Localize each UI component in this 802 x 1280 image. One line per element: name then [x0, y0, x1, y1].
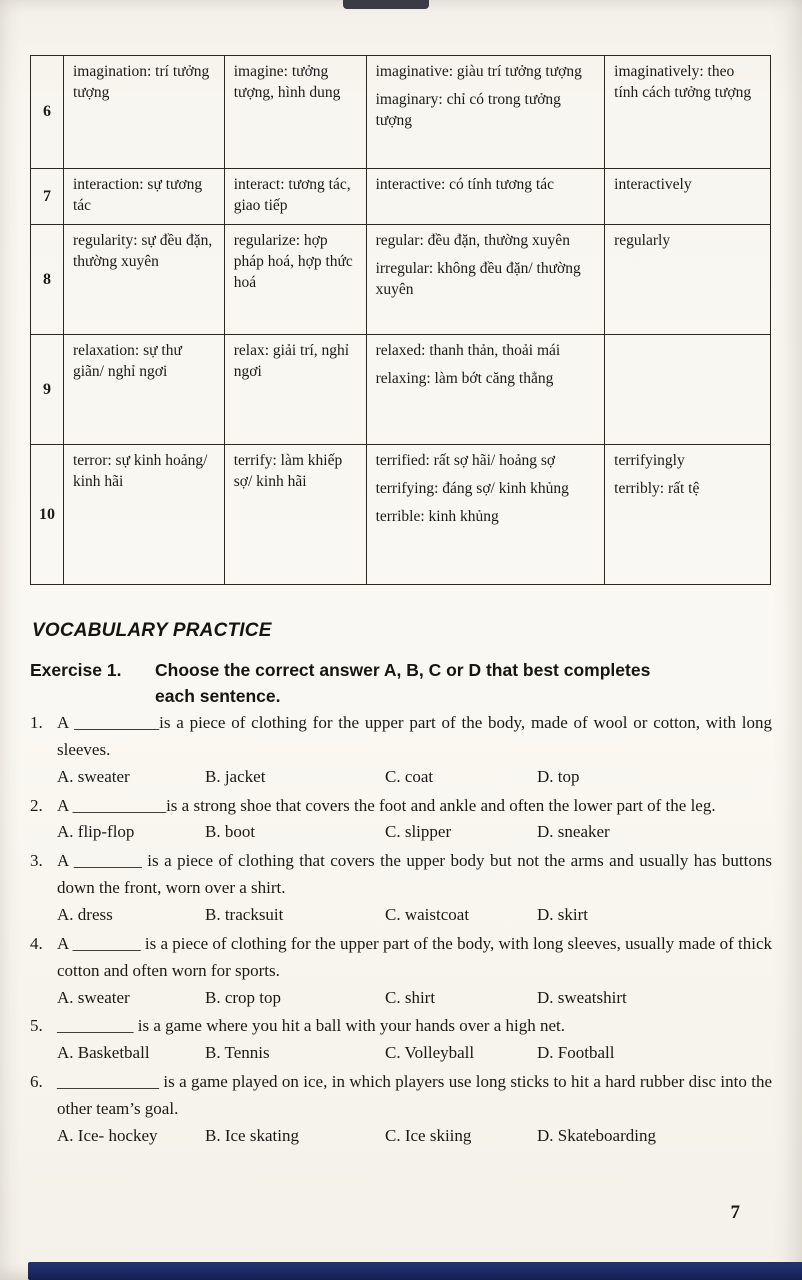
adverb-entry: regularly — [614, 232, 671, 249]
row-number: 6 — [31, 56, 64, 169]
noun-entry: terror: sự kinh hoảng/ kinh hãi — [72, 452, 208, 490]
option-d: D. sweatshirt — [537, 987, 627, 1007]
option-c: C. Ice skiing — [385, 1125, 472, 1145]
exercise-instruction-line1: Choose the correct answer A, B, C or D that best completes — [155, 660, 651, 680]
exercise-instruction-line2: each sentence. — [155, 686, 281, 707]
exercise-header — [30, 657, 772, 710]
question-number: 2. — [30, 795, 43, 815]
question-text: _________ is a game where you hit a ball with your hands over a high net. — [57, 1016, 565, 1036]
adverb-entry: terrifyingly — [614, 452, 685, 469]
option-b: B. crop top — [205, 987, 282, 1007]
question-number: 6. — [30, 1072, 43, 1092]
question-item — [30, 1013, 772, 1069]
table-row — [31, 445, 771, 585]
exercise-label: Exercise 1. — [30, 660, 122, 680]
adverb-cell — [605, 335, 771, 445]
option-d: D. Football — [537, 1043, 615, 1063]
row-number: 7 — [31, 169, 64, 225]
question-body — [57, 1013, 772, 1069]
option-b: B. tracksuit — [205, 905, 284, 925]
verb-entry: terrify: làm khiếp sợ/ kinh hãi — [233, 452, 343, 490]
option-a: A. Basketball — [57, 1043, 150, 1063]
row-number: 10 — [31, 445, 64, 585]
adverb-entry: interactively — [614, 176, 692, 193]
adjective-cell — [366, 169, 605, 225]
verb-cell — [224, 225, 366, 335]
verb-entry: regularize: hợp pháp hoá, hợp thức hoá — [233, 232, 353, 291]
verb-entry: relax: giải trí, nghỉ ngơi — [233, 342, 350, 380]
noun-cell — [63, 56, 224, 169]
adverb-entry: imaginatively: theo tính cách tưởng tượng — [614, 63, 752, 101]
verb-entry: imagine: tưởng tượng, hình dung — [233, 63, 341, 101]
option-a: A. sweater — [57, 987, 130, 1007]
question-list — [30, 710, 772, 1152]
adjective-cell — [366, 445, 605, 585]
verb-cell — [224, 335, 366, 445]
question-item — [30, 1069, 772, 1152]
table-row — [31, 225, 771, 335]
adjective-entry: irregular: không đều đặn/ thường xuyên — [375, 259, 581, 298]
exercise-instruction — [155, 657, 650, 710]
option-d: D. top — [537, 766, 580, 786]
option-a: A. sweater — [57, 766, 130, 786]
question-number: 3. — [30, 851, 43, 871]
options-row — [57, 985, 772, 1012]
section-heading: VOCABULARY PRACTICE — [32, 620, 272, 641]
question-body — [57, 931, 772, 1014]
verb-cell — [224, 169, 366, 225]
adverb-cell — [605, 225, 771, 335]
adverb-cell — [605, 445, 771, 585]
question-text: ____________ is a game played on ice, in which players use long sticks to hit a hard rubber disc into the other team’s goal. — [57, 1072, 772, 1119]
page-number: 7 — [730, 1202, 740, 1223]
noun-cell — [63, 335, 224, 445]
question-body — [57, 848, 772, 931]
options-row — [57, 1123, 772, 1150]
option-a: A. dress — [57, 905, 113, 925]
question-text: A __________is a piece of clothing for the upper part of the body, made of wool or cotton, with long sleeves. — [57, 713, 772, 759]
question-body — [57, 1069, 772, 1152]
adjective-entry: relaxing: làm bớt căng thẳng — [375, 369, 554, 387]
adjective-entry: interactive: có tính tương tác — [375, 176, 555, 193]
noun-cell — [63, 225, 224, 335]
question-item — [30, 848, 772, 931]
question-number: 5. — [30, 1016, 43, 1036]
option-b: B. boot — [205, 822, 256, 842]
option-c: C. Volleyball — [385, 1043, 475, 1063]
adjective-entry: relaxed: thanh thản, thoải mái — [375, 342, 561, 359]
row-number: 9 — [31, 335, 64, 445]
question-text: A ___________is a strong shoe that covers the foot and ankle and often the lower part of the leg. — [57, 795, 716, 815]
question-number: 1. — [30, 713, 43, 732]
noun-cell — [63, 445, 224, 585]
table-row — [31, 56, 771, 169]
table-row — [31, 169, 771, 225]
scan-binding-mark — [343, 0, 429, 9]
options-row — [57, 1040, 772, 1067]
question-item — [30, 710, 772, 793]
adjective-cell — [366, 225, 605, 335]
option-b: B. jacket — [205, 766, 266, 786]
option-c: C. coat — [385, 766, 434, 786]
option-c: C. slipper — [385, 822, 452, 842]
question-item — [30, 931, 772, 1014]
noun-entry: imagination: trí tưởng tượng — [72, 63, 210, 101]
option-c: C. shirt — [385, 987, 436, 1007]
option-a: A. Ice- hockey — [57, 1125, 158, 1145]
question-item — [30, 793, 772, 849]
adverb-cell — [605, 169, 771, 225]
question-body — [57, 793, 772, 849]
adjective-entry: terrified: rất sợ hãi/ hoảng sợ — [375, 452, 556, 469]
option-d: D. skirt — [537, 905, 588, 925]
verb-cell — [224, 56, 366, 169]
adjective-entry: regular: đều đặn, thường xuyên — [375, 232, 570, 249]
option-a: A. flip-flop — [57, 822, 135, 842]
adjective-cell — [366, 335, 605, 445]
word-forms-table — [30, 55, 771, 585]
adjective-entry: imaginative: giàu trí tưởng tượng — [375, 63, 582, 80]
noun-entry: interaction: sự tương tác — [72, 176, 203, 214]
table-row — [31, 335, 771, 445]
adverb-entry: terribly: rất tệ — [614, 479, 700, 497]
question-text: A ________ is a piece of clothing for the upper part of the body, with long sleeves, usually made of thick cotton and often worn for sports. — [57, 933, 772, 980]
noun-cell — [63, 169, 224, 225]
option-d: D. sneaker — [537, 822, 610, 842]
adjective-entry: terrifying: đáng sợ/ kinh khủng — [375, 479, 569, 497]
option-d: D. Skateboarding — [537, 1125, 656, 1145]
question-body — [57, 710, 772, 793]
options-row — [57, 819, 772, 846]
next-page-cover-edge — [28, 1262, 802, 1280]
question-number: 4. — [30, 933, 43, 953]
option-b: B. Ice skating — [205, 1125, 299, 1145]
adjective-entry: imaginary: chỉ có trong tưởng tượng — [375, 90, 561, 129]
verb-cell — [224, 445, 366, 585]
question-text: A ________ is a piece of clothing that covers the upper body but not the arms and usually has buttons down the front, worn over a shirt. — [57, 851, 772, 898]
adjective-cell — [366, 56, 605, 169]
option-b: B. Tennis — [205, 1043, 270, 1063]
row-number: 8 — [31, 225, 64, 335]
verb-entry: interact: tương tác, giao tiếp — [233, 176, 351, 214]
noun-entry: regularity: sự đều đặn, thường xuyên — [72, 232, 213, 270]
options-row — [57, 902, 772, 929]
adjective-entry: terrible: kinh khủng — [375, 507, 499, 525]
adverb-cell — [605, 56, 771, 169]
option-c: C. waistcoat — [385, 905, 470, 925]
noun-entry: relaxation: sự thư giãn/ nghỉ ngơi — [72, 342, 182, 380]
options-row — [57, 764, 772, 791]
